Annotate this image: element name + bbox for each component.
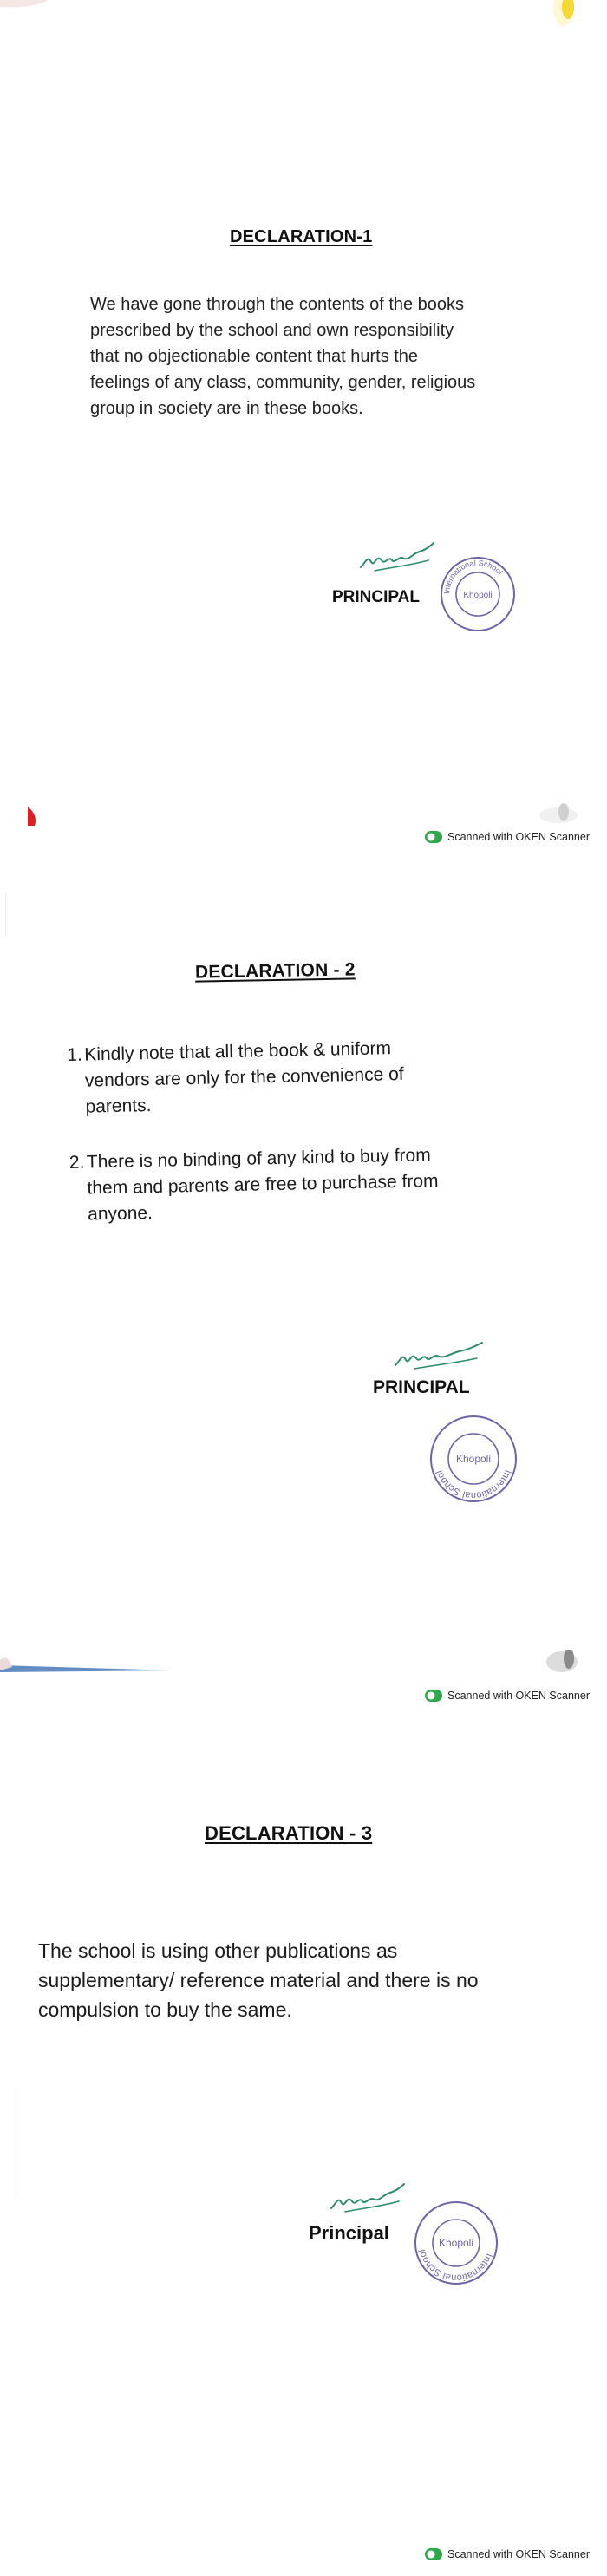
scan-artifact-grey-mark <box>520 801 581 824</box>
school-stamp <box>413 2200 499 2286</box>
list-item <box>67 1035 437 1121</box>
body-line: The school is using other publications as <box>38 1939 398 1962</box>
principal-signature <box>328 2177 406 2215</box>
body-line: that no objectionable content that hurts the <box>90 347 419 366</box>
principal-label: PRINCIPAL <box>332 588 420 606</box>
stamp-center-text: Khopoli <box>455 1453 492 1465</box>
item-line: There is no binding of any kind to buy from <box>86 1145 431 1173</box>
stamp-ring-text: International School <box>434 1468 513 1501</box>
scanner-label: Scanned with OKEN Scanner <box>447 2548 590 2560</box>
scanner-label: Scanned with OKEN Scanner <box>447 831 590 843</box>
oken-scanner-icon <box>425 1690 442 1702</box>
school-stamp <box>439 555 517 633</box>
item-number: 2. <box>69 1152 85 1173</box>
declaration-body <box>38 1936 479 2024</box>
scanner-watermark <box>425 2548 590 2560</box>
body-line: prescribed by the school and own responsibility <box>90 321 454 340</box>
body-line: compulsion to buy the same. <box>38 1998 292 2021</box>
oken-scanner-icon <box>425 2548 442 2560</box>
principal-label: Principal <box>309 2222 389 2244</box>
scan-edge <box>5 893 6 937</box>
declaration-body <box>90 291 475 422</box>
declaration-list <box>67 1035 440 1258</box>
item-line: them and parents are free to purchase from <box>87 1171 439 1199</box>
scan-artifact-red-mark <box>24 807 59 826</box>
list-item <box>69 1142 440 1228</box>
principal-signature <box>390 1334 486 1372</box>
stamp-center-text: Khopoli <box>463 591 493 600</box>
item-line: anyone. <box>87 1202 153 1225</box>
declaration-page-1 <box>0 0 607 859</box>
stamp-ring-text: International School <box>441 558 505 595</box>
svg-text:International School <box>442 559 505 594</box>
page-title: DECLARATION-1 <box>230 227 373 246</box>
scan-artifact-top-left <box>0 0 52 17</box>
school-stamp <box>428 1414 519 1504</box>
stamp-center-text: Khopoli <box>438 2237 474 2249</box>
item-number: 1. <box>67 1044 83 1065</box>
declaration-page-2 <box>0 859 607 1717</box>
scanner-watermark <box>425 1690 590 1702</box>
page-title: DECLARATION - 2 <box>194 959 356 983</box>
body-line: feelings of any class, community, gender, religious <box>90 373 476 392</box>
scan-artifact-bottom-strip <box>0 1650 607 1676</box>
item-line: parents. <box>85 1095 152 1117</box>
body-line: supplementary/ reference material and there is no <box>38 1969 479 1991</box>
body-line: group in society are in these books. <box>90 399 363 418</box>
oken-scanner-icon <box>425 831 442 843</box>
scanner-watermark <box>425 831 590 843</box>
declaration-page-3 <box>0 1717 607 2576</box>
stamp-ring-text: International School <box>416 2248 494 2284</box>
principal-label: PRINCIPAL <box>373 1377 470 1397</box>
principal-signature <box>357 536 435 574</box>
item-line: Kindly note that all the book & uniform <box>84 1038 392 1065</box>
body-line: We have gone through the contents of the books <box>90 295 465 314</box>
scanner-label: Scanned with OKEN Scanner <box>447 1690 590 1702</box>
item-line: vendors are only for the convenience of <box>84 1063 404 1091</box>
page-title: DECLARATION - 3 <box>205 1822 373 1844</box>
scan-artifact-top-right <box>529 0 581 35</box>
